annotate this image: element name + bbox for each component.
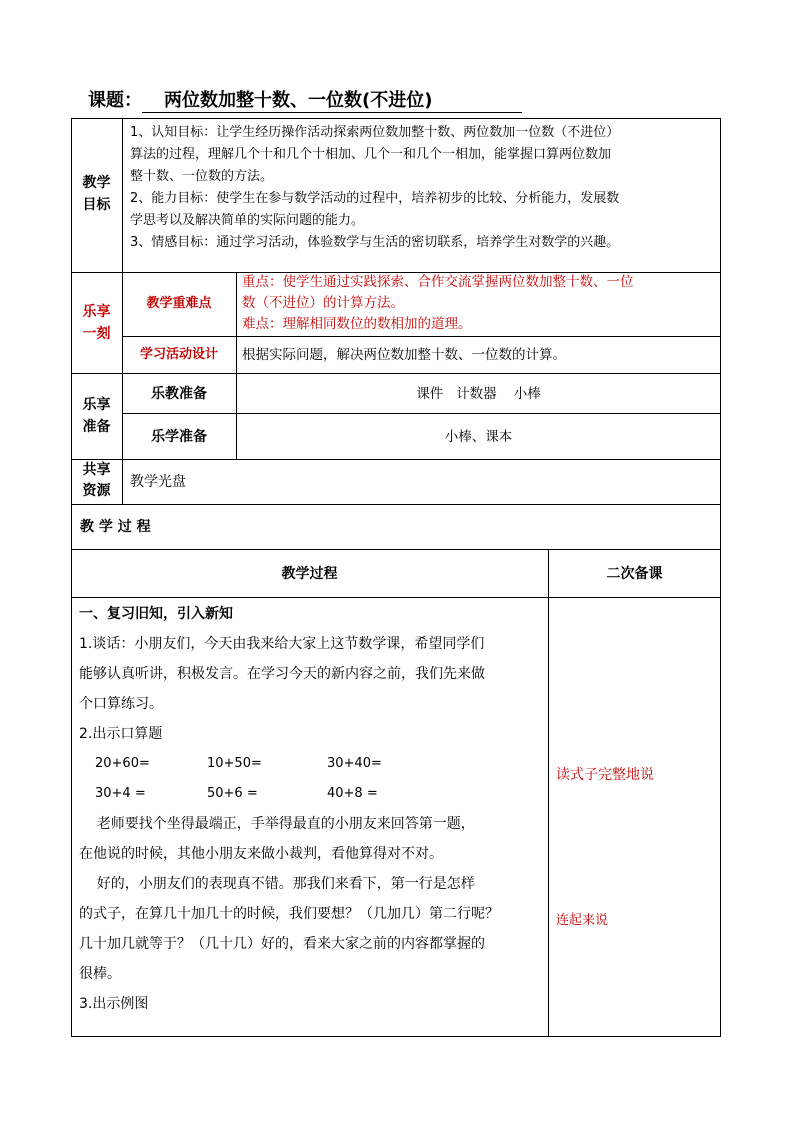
learn-prep-value: 小棒、课本	[444, 429, 513, 445]
exercise: 40+8 =	[327, 786, 378, 801]
objective-line: 算法的过程，理解几个十和几个十相加、几个一和几个一相加，能掌握口算两位数加	[130, 147, 612, 162]
notes-column-header: 二次备课	[606, 566, 663, 582]
exercise: 10+50=	[207, 756, 262, 771]
objective-line: 整十数、一位数的方法。	[130, 169, 274, 184]
teach-prep-value: 课件 计数器 小棒	[416, 386, 541, 402]
process-column-header: 教学过程	[281, 566, 338, 582]
lesson-title	[88, 86, 522, 113]
resources-value: 教学光盘	[130, 474, 186, 490]
objective-line: 3、情感目标：通过学习活动，体验数学与生活的密切联系，培养学生对数学的兴趣。	[130, 235, 620, 250]
title-label: 课题：	[88, 90, 142, 111]
title-topic: 两位数加整十数、一位数(不进位)	[142, 86, 522, 113]
exercise-row	[79, 749, 544, 779]
objectives-label: 教学 目标	[82, 175, 111, 213]
process-body: 一、复习旧知，引入新知 1.谈话：小朋友们，今天由我来给大家上这节数学课，希望同学们 能够认真听讲，积极发言。在学习今天的新内容之前，我们先来做 个口算练习。 2.出示口算题 20+60= 10+50= 30+40= 30+4 = 50+6 = 40+8 = 老师要找个坐得最端正，手举得最直的小朋友来回答第一题， 在他说的时候，其他小朋友来做小裁判，看他算得对不对。 好的，小朋友们的表现真不错。那我们来看下，第一行是怎样 的式子，在算几十加几十的时候，我们要想？（几加几）第二行呢？ 几十加几就等于？（几十几）好的，看来大家之前的内容都掌握的 很棒。 3.出示例图	[79, 599, 544, 1019]
activity-design-label: 学习活动设计	[139, 347, 218, 362]
objective-line: 学思考以及解决简单的实际问题的能力。	[130, 213, 365, 228]
exercise: 30+4 =	[95, 786, 146, 801]
exercise: 20+60=	[95, 756, 150, 771]
exercise: 30+40=	[327, 756, 382, 771]
activity-design-text: 根据实际问题，解决两位数加整十数、一位数的计算。	[242, 347, 566, 363]
teach-prep-label: 乐教准备	[151, 386, 207, 402]
exercise: 50+6 =	[207, 786, 258, 801]
note-connect: 连起来说	[556, 913, 609, 928]
process-section-title: 教 学 过 程	[80, 519, 151, 535]
exercise-row	[79, 779, 544, 809]
keypoints-text: 重点：使学生通过实践探索、合作交流掌握两位数加整十数、一位 数（不进位）的计算方法。 难点：理解相同数位的数相加的道理。	[242, 274, 634, 332]
keypoints-label: 教学重难点	[146, 296, 212, 311]
objective-line: 1、认知目标：让学生经历操作活动探索两位数加整十数、两位数加一位数（不进位）	[130, 125, 620, 140]
preparation-label: 乐享 准备	[82, 397, 111, 435]
resources-label: 共享 资源	[82, 462, 111, 499]
lexiang-yike-label: 乐享 一刻	[82, 304, 111, 342]
learn-prep-label: 乐学准备	[151, 429, 207, 445]
note-read-formula: 读式子完整地说	[556, 767, 654, 783]
objective-line: 2、能力目标：使学生在参与数学活动的过程中，培养初步的比较、分析能力，发展数	[130, 191, 620, 206]
process-heading: 一、复习旧知，引入新知	[79, 606, 233, 622]
objectives-text	[130, 122, 720, 254]
